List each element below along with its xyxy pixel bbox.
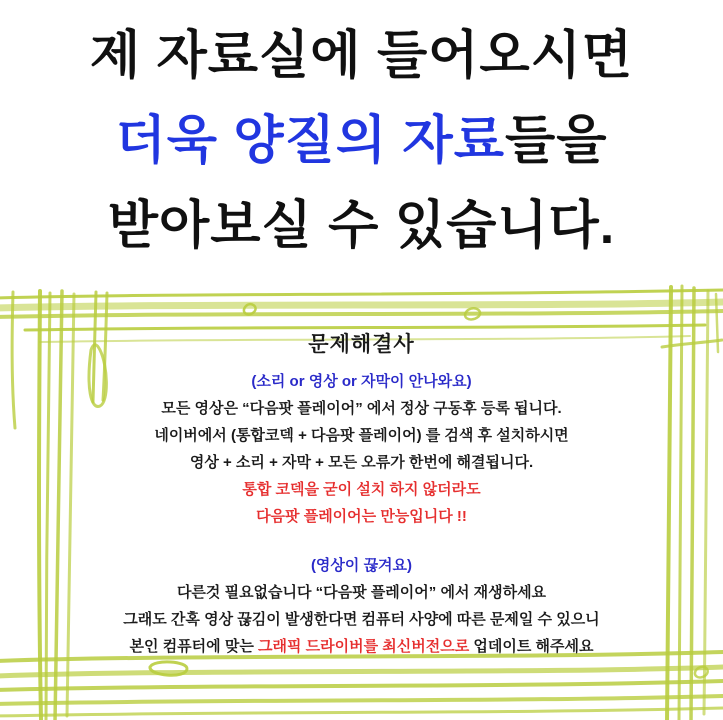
audio-section-heading: (소리 or 영상 or 자막이 안나와요) <box>251 373 472 390</box>
hero-message <box>0 14 723 269</box>
stutter-section-line: 그래도 간혹 영상 끊김이 발생한다면 컴퓨터 사양에 따른 문제일 수 있으니 <box>123 611 600 628</box>
troubleshooting-panel <box>40 332 683 660</box>
audio-section-line: 영상 + 소리 + 자막 + 모든 오류가 한번에 해결됩니다. <box>189 454 534 471</box>
last-line-highlight: 그래픽 드라이버를 최신버전으로 <box>257 638 470 655</box>
stutter-section-line: 다른것 필요없습니다 “다음팟 플레이어” 에서 재생하세요 <box>176 584 547 601</box>
audio-section-line: 모든 영상은 “다음팟 플레이어” 에서 정상 구동후 등록 됩니다. <box>161 400 562 417</box>
last-line-suffix: 업데이트 해주세요 <box>469 638 594 655</box>
hero-line-2-highlight: 더욱 양질의 자료 <box>115 112 506 170</box>
audio-alert-line: 다음팟 플레이어는 만능입니다 !! <box>256 508 467 525</box>
stutter-section-heading: (영상이 끊겨요) <box>310 557 413 574</box>
panel-title: 문제해결사 <box>308 333 415 356</box>
hero-line-3: 받아보실 수 있습니다. <box>107 197 616 255</box>
hero-line-1: 제 자료실에 들어오시면 <box>89 27 634 85</box>
stutter-section-last-line <box>40 633 683 660</box>
last-line-prefix: 본인 컴퓨터에 맞는 <box>129 638 258 655</box>
audio-alert-line: 통합 코덱을 굳이 설치 하지 않더라도 <box>242 481 481 498</box>
hero-line-2-rest: 들을 <box>505 112 608 170</box>
audio-section-line: 네이버에서 (통합코덱 + 다음팟 플레이어) 를 검색 후 설치하시면 <box>154 427 569 444</box>
hero-line-2 <box>0 99 723 184</box>
